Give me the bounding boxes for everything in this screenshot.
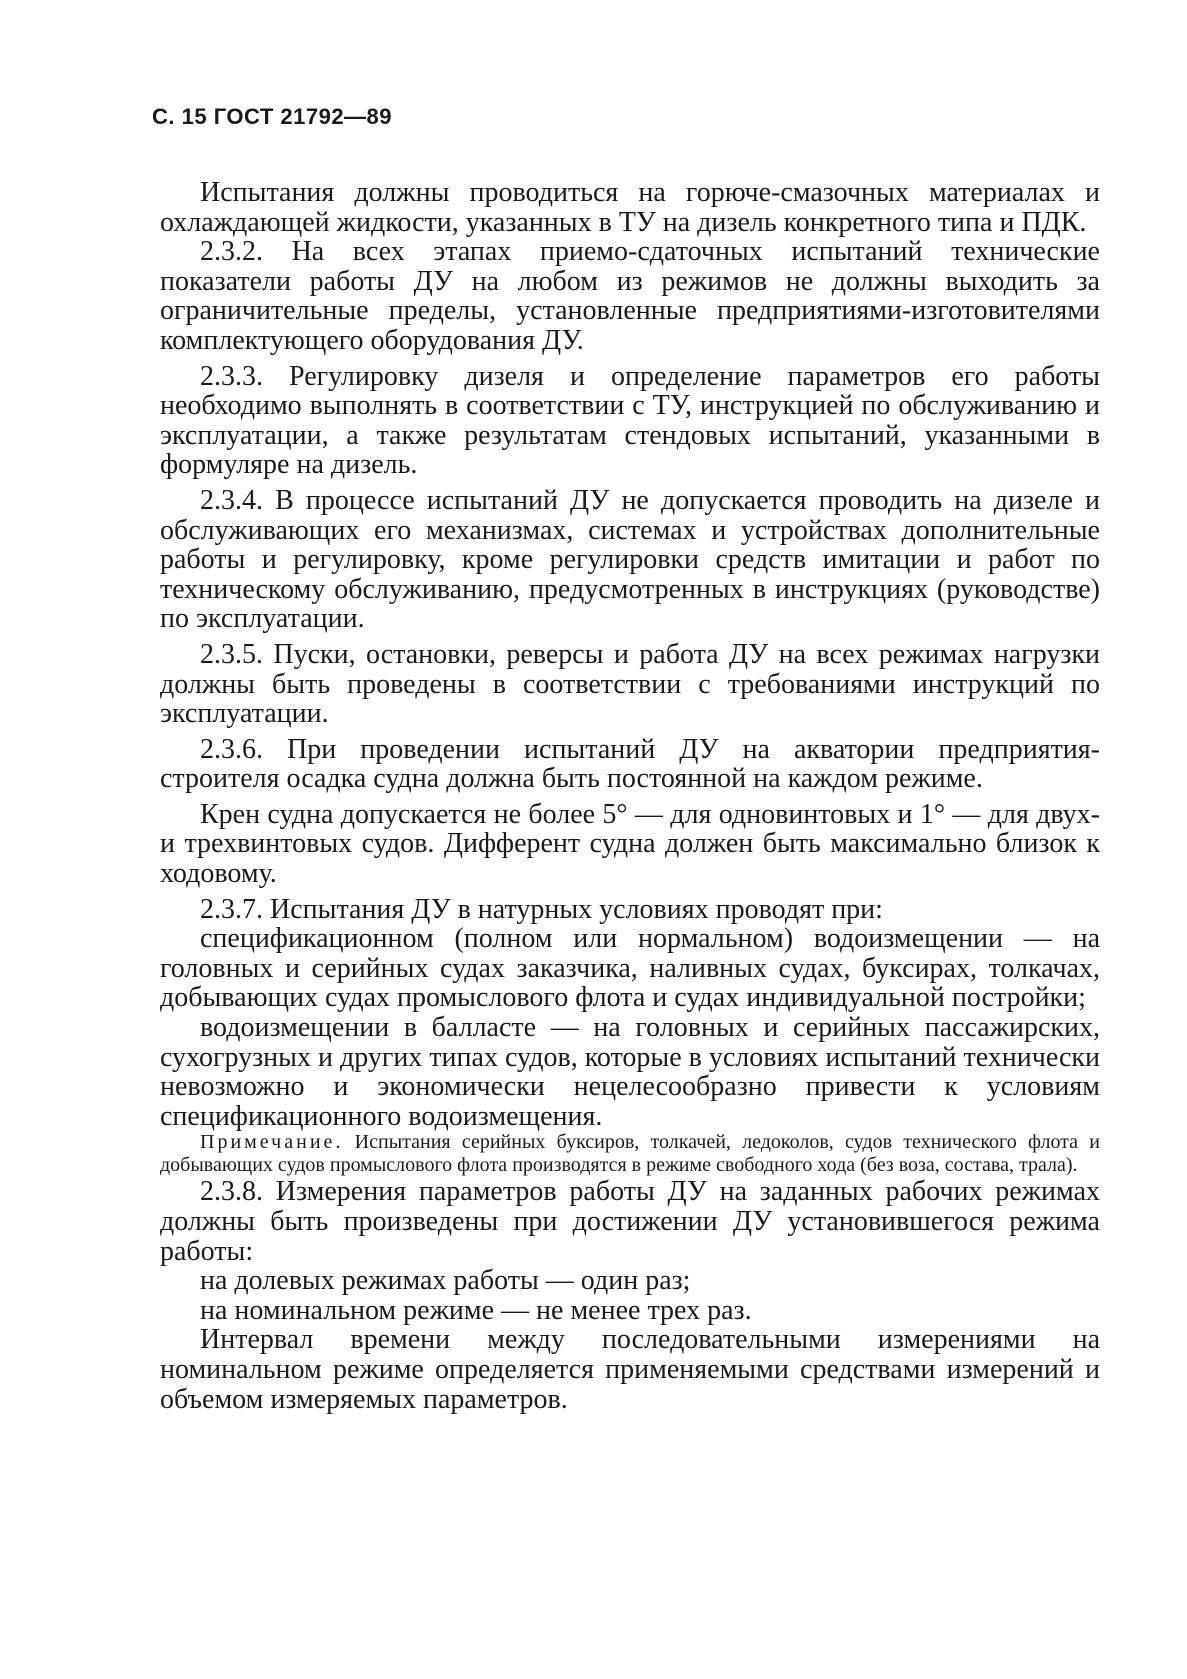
- note: [160, 1131, 1100, 1177]
- paragraph-ballast-displacement: водоизмещении в балласте — на головных и серийных пассажирских, сухогрузных и других типах судов, которые в условиях испытаний технически невозможно и экономически нецелесообразно привести к условиям спецификационного водоизмещения.: [160, 1012, 1100, 1132]
- note-text: Испытания серийных буксиров, толкачей, ледоколов, судов технического флота и добывающих судов промыслового флота производятся в режиме свободного хода (без воза, состава, трала).: [160, 1131, 1101, 1177]
- paragraph-2-3-4: 2.3.4. В процессе испытаний ДУ не допускается проводить на дизеле и обслуживающих его механизмах, системах и устройствах дополнительные работы и регулировку, кроме регулировки средств имитации и работ по техническому обслуживанию, предусмотренных в инструкциях (руководстве) по эксплуатации.: [160, 484, 1100, 635]
- paragraph-2-3-7: 2.3.7. Испытания ДУ в натурных условиях проводят при:: [200, 893, 883, 925]
- paragraph-2-3-3: 2.3.3. Регулировку дизеля и определение параметров его работы необходимо выполнять в соответствии с ТУ, инструкцией по обслуживанию и эксплуатации, а также результатам стендовых испытаний, указанными в формуляре на дизель.: [160, 360, 1100, 481]
- document-body: [160, 172, 1100, 1414]
- paragraph-partial-modes: на долевых режимах работы — один раз;: [200, 1265, 691, 1297]
- page-header: С. 15 ГОСТ 21792—89: [152, 104, 393, 129]
- paragraph-2-3-5: 2.3.5. Пуски, остановки, реверсы и работа ДУ на всех режимах нагрузки должны быть проведены в соответствии с требованиями инструкций по эксплуатации.: [160, 638, 1100, 730]
- paragraph-2-3-8: 2.3.8. Измерения параметров работы ДУ на заданных рабочих режимах должны быть произведены при достижении ДУ установившегося режима работы:: [160, 1176, 1100, 1267]
- paragraph-interval: Интервал времени между последовательными измерениями на номинальном режиме определяется применяемыми средствами измерений и объемом измеряемых параметров.: [160, 1324, 1100, 1415]
- paragraph-2-3-2: 2.3.2. На всех этапах приемо-сдаточных испытаний технические показатели работы ДУ на любом из режимов не должны выходить за ограничительные пределы, установленные предприятиями-изготовителями комплектующего оборудования ДУ.: [160, 236, 1100, 356]
- paragraph-kren: Крен судна допускается не более 5° — для одновинтовых и 1° — для двух- и трехвинтовых судов. Дифферент судна должен быть максимально близок к ходовому.: [160, 798, 1100, 890]
- paragraph-spec-displacement: спецификационном (полном или нормальном) водоизмещении — на головных и серийных судах заказчика, наливных судах, буксирах, толкачах, добывающих судах промыслового флота и судах индивидуальной постройки;: [160, 923, 1100, 1014]
- paragraph-2-3-6: 2.3.6. При проведении испытаний ДУ на акватории предприятия-строителя осадка судна должна быть постоянной на каждом режиме.: [160, 733, 1100, 795]
- note-label: Примечание.: [200, 1131, 344, 1154]
- paragraph-nominal-mode: на номинальном режиме — не менее трех раз.: [200, 1294, 752, 1326]
- paragraph-intro: Испытания должны проводиться на горюче-смазочных материалах и охлаждающей жидкости, указанных в ТУ на дизель конкретного типа и ПДК.: [160, 177, 1100, 238]
